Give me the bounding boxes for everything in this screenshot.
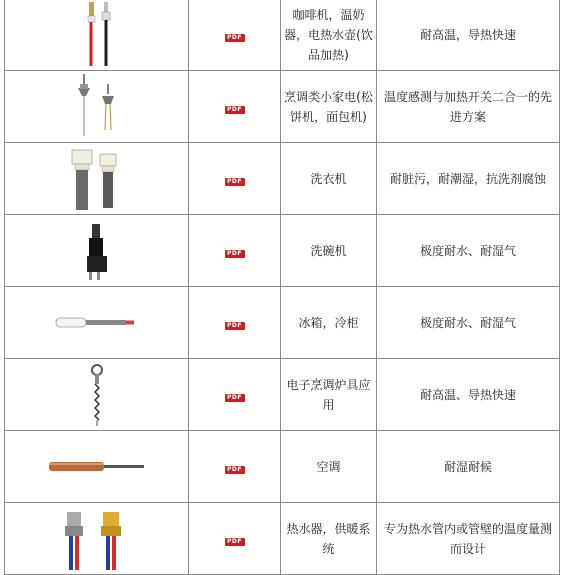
table-row — [5, 71, 560, 143]
feature-cell: 耐湿耐候 — [377, 431, 560, 503]
product-image-cell — [5, 0, 189, 71]
product-table — [4, 0, 560, 575]
application-cell: 咖啡机，温奶器，电热水壶(饮品加热) — [281, 0, 377, 71]
pdf-cell — [189, 71, 281, 143]
application-cell: 冰箱，冷柜 — [281, 287, 377, 359]
feature-cell: 耐脏污，耐潮湿，抗洗剂腐蚀 — [377, 143, 560, 215]
sensor-black-connector-image — [77, 218, 117, 284]
application-cell: 洗碗机 — [281, 215, 377, 287]
table-row — [5, 287, 560, 359]
pdf-download-link[interactable]: PDF — [225, 34, 245, 42]
application-cell: 热水器，供暖系统 — [281, 503, 377, 575]
pdf-download-link[interactable]: PDF — [225, 106, 245, 114]
application-cell: 空调 — [281, 431, 377, 503]
product-image-cell — [5, 359, 189, 431]
feature-cell: 极度耐水、耐湿气 — [377, 287, 560, 359]
sensor-ring-terminal-image — [82, 362, 112, 428]
sensor-white-tube-image — [52, 313, 142, 333]
feature-cell: 温度感测与加热开关二合一的先进方案 — [377, 71, 560, 143]
sensor-metal-tube-connector-image — [62, 146, 132, 212]
pdf-download-link[interactable]: PDF — [225, 250, 245, 258]
table-row — [5, 503, 560, 575]
pdf-download-link[interactable]: PDF — [225, 538, 245, 546]
table-row — [5, 359, 560, 431]
pdf-cell — [189, 215, 281, 287]
pdf-cell — [189, 503, 281, 575]
pdf-download-link[interactable]: PDF — [225, 394, 245, 402]
pdf-cell — [189, 143, 281, 215]
product-image-cell — [5, 503, 189, 575]
table-row — [5, 143, 560, 215]
sensor-red-black-wire-image — [67, 2, 127, 68]
table-row — [5, 215, 560, 287]
product-image-cell — [5, 287, 189, 359]
pdf-cell — [189, 431, 281, 503]
feature-cell: 耐高温，导热快速 — [377, 0, 560, 71]
pdf-cell — [189, 359, 281, 431]
feature-cell: 极度耐水、耐湿气 — [377, 215, 560, 287]
feature-cell: 耐高温、导热快速 — [377, 359, 560, 431]
product-image-cell — [5, 71, 189, 143]
pdf-download-link[interactable]: PDF — [225, 178, 245, 186]
table-row — [5, 0, 560, 71]
pdf-download-link[interactable]: PDF — [225, 322, 245, 330]
application-cell: 洗衣机 — [281, 143, 377, 215]
product-image-cell — [5, 215, 189, 287]
sensor-copper-tube-image — [47, 457, 147, 477]
table-row — [5, 431, 560, 503]
application-cell: 烹调类小家电(松饼机，面包机) — [281, 71, 377, 143]
sensor-probe-bushing-image — [62, 74, 132, 140]
product-image-cell — [5, 143, 189, 215]
pdf-download-link[interactable]: PDF — [225, 466, 245, 474]
product-image-cell — [5, 431, 189, 503]
sensor-threaded-brass-image — [57, 506, 137, 572]
pdf-cell — [189, 0, 281, 71]
pdf-cell — [189, 287, 281, 359]
feature-cell: 专为热水管内或管壁的温度量测而设计 — [377, 503, 560, 575]
application-cell: 电子烹调炉具应用 — [281, 359, 377, 431]
